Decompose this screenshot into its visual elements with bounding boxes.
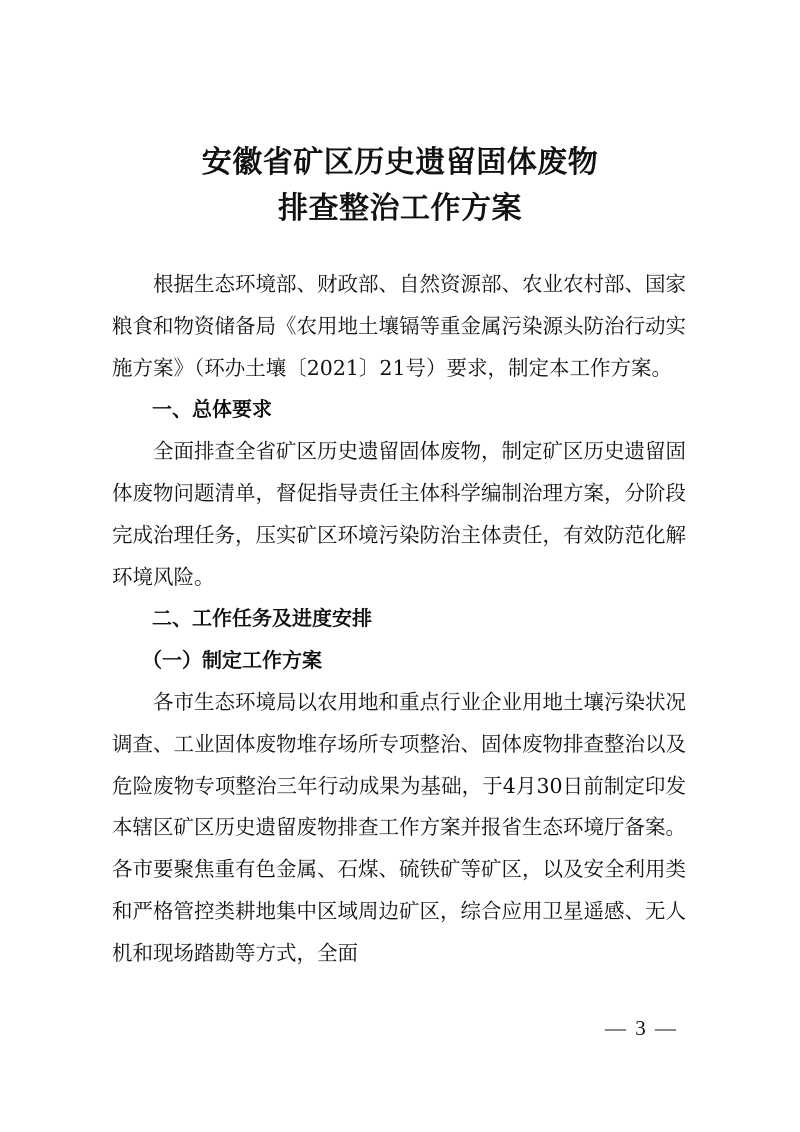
section-heading-tasks-schedule: 二、工作任务及进度安排 xyxy=(152,606,372,631)
intro-paragraph: 根据生态环境部、财政部、自然资源部、农业农村部、国家粮食和物资储备局《农用地土壤镉等重金属污染源头防治行动实施方案》（环办土壤〔2021〕21号）要求，制定本工作方案。 xyxy=(112,272,686,380)
general-requirements-paragraph: 全面排查全省矿区历史遗留固体废物，制定矿区历史遗留固体废物问题清单，督促指导责任主体科学编制治理方案，分阶段完成治理任务，压实矿区环境污染防治主体责任，有效防范化解环境风险。 xyxy=(112,439,686,589)
work-plan-paragraph: 各市生态环境局以农用地和重点行业企业用地土壤污染状况调查、工业固体废物堆存场所专项整治、固体废物排查整治以及危险废物专项整治三年行动成果为基础，于4月30日前制定印发本辖区矿区历史遗留废物排查工作方案并报省生态环境厅备案。各市要聚焦重有色金属、石煤、硫铁矿等矿区，以及安全利用类和严格管控类耕地集中区域周边矿区，综合应用卫星遥感、无人机和现场踏勘等方式，全面 xyxy=(112,689,686,965)
subsection-heading-work-plan: （一）制定工作方案 xyxy=(142,648,322,673)
document-title-line-1: 安徽省矿区历史遗留固体废物 xyxy=(201,145,599,180)
page-number: — 3 — xyxy=(605,1016,678,1040)
section-heading-general-requirements: 一、总体要求 xyxy=(152,397,272,422)
document-title-line-2: 排查整治工作方案 xyxy=(278,191,522,226)
document-body xyxy=(112,264,686,975)
